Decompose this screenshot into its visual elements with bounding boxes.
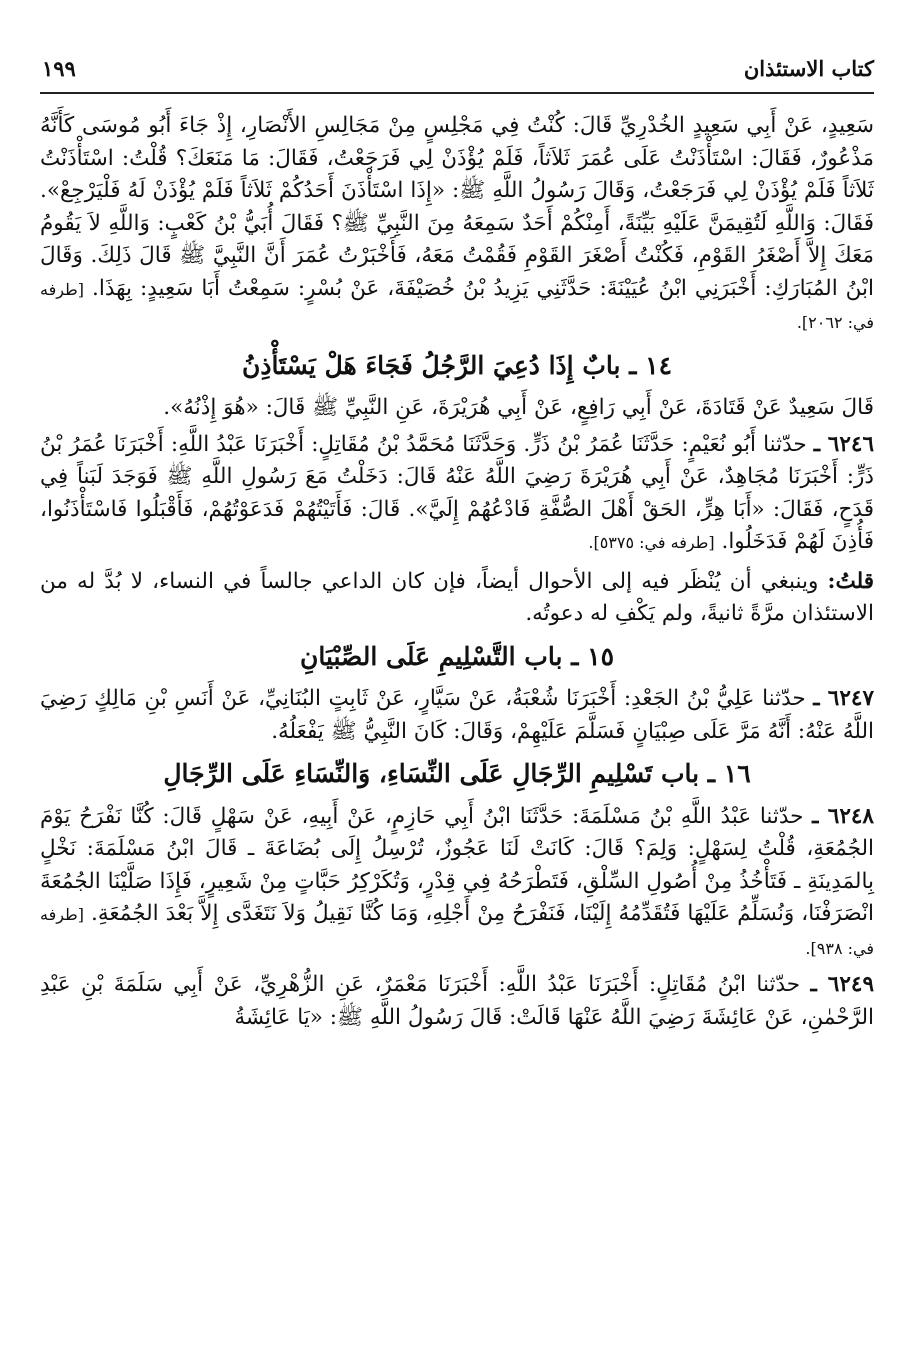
hadith-number: ٦٢٤٦ ـ <box>813 431 874 457</box>
hadith-text: حدّثنا ابْنُ مُقَاتِلٍ: أَخْبَرَنَا عَبْدُ اللَّهِ: أَخْبَرَنَا مَعْمَرٌ، عَنِ الزُّهْرِيِّ، عَنْ أَبِي سَلَمَةَ بْنِ عَبْدِ الرَّحْمٰنِ، عَنْ عَائِشَةَ رَضِيَ اللَّهُ عَنْهَا قَالَتْ: قَالَ رَسُولُ اللَّهِ ﷺ: «يَا عَائِشَةُ <box>40 972 874 1030</box>
hadith-number: ٦٢٤٧ ـ <box>813 686 874 711</box>
hadith-text: حدّثنا عَلِيُّ بْنُ الجَعْدِ: أَخْبَرَنَا شُعْبَةُ، عَنْ سَيَّارٍ، عَنْ ثَابِتٍ البُنَانِيِّ، عَنْ أَنَسِ بْنِ مَالِكٍ رَضِيَ اللَّهُ عَنْهُ: أَنَّهُ مَرَّ عَلَى صِبْيَانٍ فَسَلَّمَ عَلَيْهِمْ، وَقَالَ: كَانَ النَّبِيُّ ﷺ يَفْعَلُهُ. <box>40 686 874 744</box>
note-text: وينبغي أن يُنْظَر فيه إلى الأحوال أيضاً، فإن كان الداعي جالساً في النساء، لا بُدَّ له من الاستئذان مرَّةً ثانيةً، ولم يَكْفِ له دعوتُه. <box>40 568 874 626</box>
cross-reference: [طرفه في: ٥٣٧٥]. <box>588 533 715 552</box>
hadith-text: سَعِيدٍ، عَنْ أَبِي سَعِيدٍ الخُدْرِيِّ قَالَ: كُنْتُ فِي مَجْلِسٍ مِنْ مَجَالِسِ الأَنْصَارِ، إِذْ جَاءَ أَبُو مُوسَى كَأَنَّهُ مَذْعُورٌ، فَقَالَ: اسْتَأْذَنْتُ عَلَى عُمَرَ ثَلاَثاً، فَلَمْ يُؤْذَنْ لِي فَرَجَعْتُ، فَقَالَ: مَا مَنَعَكَ؟ قُلْتُ: اسْتَأْذَنْتُ ثَلاَثاً فَلَمْ يُؤْذَنْ لِي فَرَجَعْتُ، وَقَالَ رَسُولُ اللَّهِ ﷺ: «إِذَا اسْتَأْذَنَ أَحَدُكُمْ ثَلاَثاً فَلَمْ يُؤْذَنْ لَهُ فَلْيَرْجِعْ». فَقَالَ: وَاللَّهِ لَتُقِيمَنَّ عَلَيْهِ بَيِّنَةً، أَمِنْكُمْ أَحَدٌ سَمِعَهُ مِنَ النَّبِيِّ ﷺ؟ فَقَالَ أُبَيُّ بْنُ كَعْبٍ: وَاللَّهِ لاَ يَقُومُ مَعَكَ إِلاَّ أَصْغَرُ القَوْمِ، فَكُنْتُ أَصْغَرَ القَوْمِ فَقُمْتُ مَعَهُ، فَأَخْبَرْتُ عُمَرَ أَنَّ النَّبِيَّ ﷺ قَالَ ذَلِكَ. وَقَالَ ابْنُ المُبَارَكِ: أَخْبَرَنِي ابْنُ عُيَيْنَةَ: حَدَّثَنِي يَزِيدُ بْنُ خُصَيْفَةَ، عَنْ بُسْرٍ: سَمِعْتُ أَبَا سَعِيدٍ: بِهَذَا. <box>40 113 874 301</box>
commentary-note <box>40 566 874 631</box>
chapter-heading-14: ١٤ ـ بابٌ إِذَا دُعِيَ الرَّجُلُ فَجَاءَ هَلْ يَسْتَأْذِنُ <box>241 350 673 380</box>
running-title: كتاب الاستئذان <box>743 56 874 81</box>
hadith-text: حدّثنا أَبُو نُعَيْمٍ: حَدَّثَنَا عُمَرُ بْنُ ذَرٍّ. وَحَدَّثَنَا مُحَمَّدُ بْنُ مُقَاتِلٍ: أَخْبَرَنَا عَبْدُ اللَّهِ: أَخْبَرَنَا عُمَرُ بْنُ ذَرٍّ: أَخْبَرَنَا مُجَاهِدٌ، عَنْ أَبِي هُرَيْرَةَ رَضِيَ اللَّهُ عَنْهُ قَالَ: دَخَلْتُ مَعَ رَسُولِ اللَّهِ ﷺ فَوَجَدَ لَبَناً فِي قَدَحٍ، فَقَالَ: «أَبَا هِرٍّ، الحَقْ أَهْلَ الصُّفَّةِ فَادْعُهُمْ إِلَيَّ». قَالَ: فَأَتَيْتُهُمْ فَدَعَوْتُهُمْ، فَأَقْبَلُوا فَاسْتَأْذَنُوا، فَأُذِنَ لَهُمْ فَدَخَلُوا. <box>40 431 874 554</box>
muallaq-report: قَالَ سَعِيدٌ عَنْ قَتَادَةَ، عَنْ أَبِي رَافِعٍ، عَنْ أَبِي هُرَيْرَةَ، عَنِ النَّبِيِّ ﷺ قَالَ: «هُوَ إِذْنُهُ». <box>163 395 874 420</box>
hadith-6246 <box>40 429 874 560</box>
page-body <box>40 110 874 1346</box>
page-number: ١٩٩ <box>42 56 76 81</box>
hadith-text: حدّثنا عَبْدُ اللَّهِ بْنُ مَسْلَمَةَ: حَدَّثَنَا ابْنُ أَبِي حَازِمٍ، عَنْ أَبِيهِ، عَنْ سَهْلٍ قَالَ: كُنَّا نَفْرَحُ يَوْمَ الجُمُعَةِ، قُلْتُ لِسَهْلٍ: وَلِمَ؟ قَالَ: كَانَتْ لَنَا عَجُوزٌ، تُرْسِلُ إِلَى بُضَاعَةَ ـ قَالَ ابْنُ مَسْلَمَةَ: نَخْلٍ بِالمَدِينَةِ ـ فَتَأْخُذُ مِنْ أُصُولِ السِّلْقِ، فَتَطْرَحُهُ فِي قِدْرٍ، وَتُكَرْكِرُ حَبَّاتٍ مِنْ شَعِيرٍ، فَإِذَا صَلَّيْنَا الجُمُعَةَ انْصَرَفْنَا، وَنُسَلِّمُ عَلَيْهَا فَتُقَدِّمُهُ إِلَيْنَا، فَنَفْرَحُ مِنْ أَجْلِهِ، وَمَا كُنَّا نَقِيلُ وَلاَ نَتَغَدَّى إِلاَّ بَعْدَ الجُمُعَةِ. <box>40 803 874 926</box>
note-lead: قلتُ: <box>827 568 874 594</box>
chapter-heading-16: ١٦ ـ باب تَسْلِيمِ الرِّجَالِ عَلَى النِّسَاءِ، وَالنِّسَاءِ عَلَى الرِّجَالِ <box>163 759 751 788</box>
hadith-6248 <box>40 801 874 966</box>
hadith-continuation <box>40 110 874 340</box>
page-header <box>40 52 874 94</box>
hadith-number: ٦٢٤٩ ـ <box>810 972 874 997</box>
chapter-heading-15: ١٥ ـ باب التَّسْلِيمِ عَلَى الصِّبْيَانِ <box>299 641 615 671</box>
hadith-6249 <box>40 969 874 1034</box>
hadith-number: ٦٢٤٨ ـ <box>812 803 874 829</box>
hadith-6247 <box>40 683 874 748</box>
cross-reference: [طرفه في: ٢٠٦٢]. <box>40 279 874 332</box>
cross-reference: [طرفه في: ٩٣٨]. <box>40 905 874 958</box>
